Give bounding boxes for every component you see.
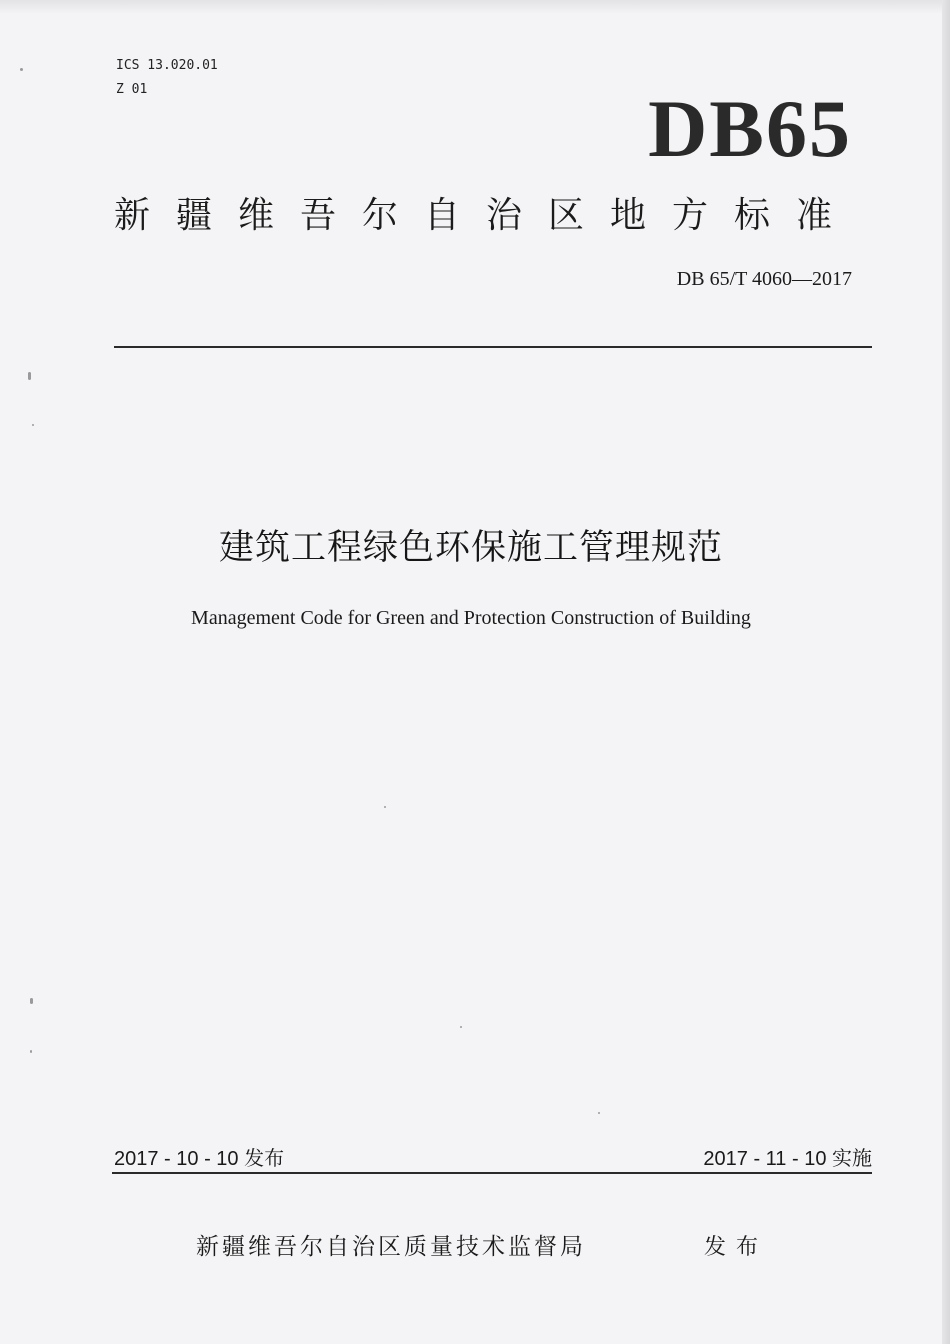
bottom-divider <box>112 1172 872 1174</box>
publisher-name: 新疆维吾尔自治区质量技术监督局 <box>196 1234 586 1260</box>
scan-speck <box>384 806 386 808</box>
document-title-chinese: 建筑工程绿色环保施工管理规范 <box>218 528 723 568</box>
scan-speck <box>598 1112 600 1114</box>
scan-shadow <box>0 0 950 14</box>
standard-logo: DB65 <box>648 83 852 174</box>
top-divider <box>114 346 872 348</box>
scan-speck <box>28 372 31 380</box>
issue-date: 2017 - 10 - 10 发布 <box>114 1148 285 1170</box>
ics-code: ICS 13.020.01 <box>116 58 218 73</box>
document-title-english: Management Code for Green and Protection Construction of Building <box>191 607 751 629</box>
scan-speck <box>30 998 33 1004</box>
scan-page-edge <box>942 0 950 1344</box>
scan-speck <box>30 1050 32 1053</box>
scan-speck <box>32 424 34 426</box>
publish-label: 发布 <box>704 1235 769 1260</box>
scan-speck <box>460 1026 462 1028</box>
standard-class-heading: 新疆维吾尔自治区地方标准 <box>114 195 859 236</box>
implementation-date: 2017 - 11 - 10 实施 <box>703 1148 872 1170</box>
standard-number: DB 65/T 4060—2017 <box>676 268 852 290</box>
ccs-code: Z 01 <box>116 82 148 97</box>
scan-speck <box>20 68 23 71</box>
